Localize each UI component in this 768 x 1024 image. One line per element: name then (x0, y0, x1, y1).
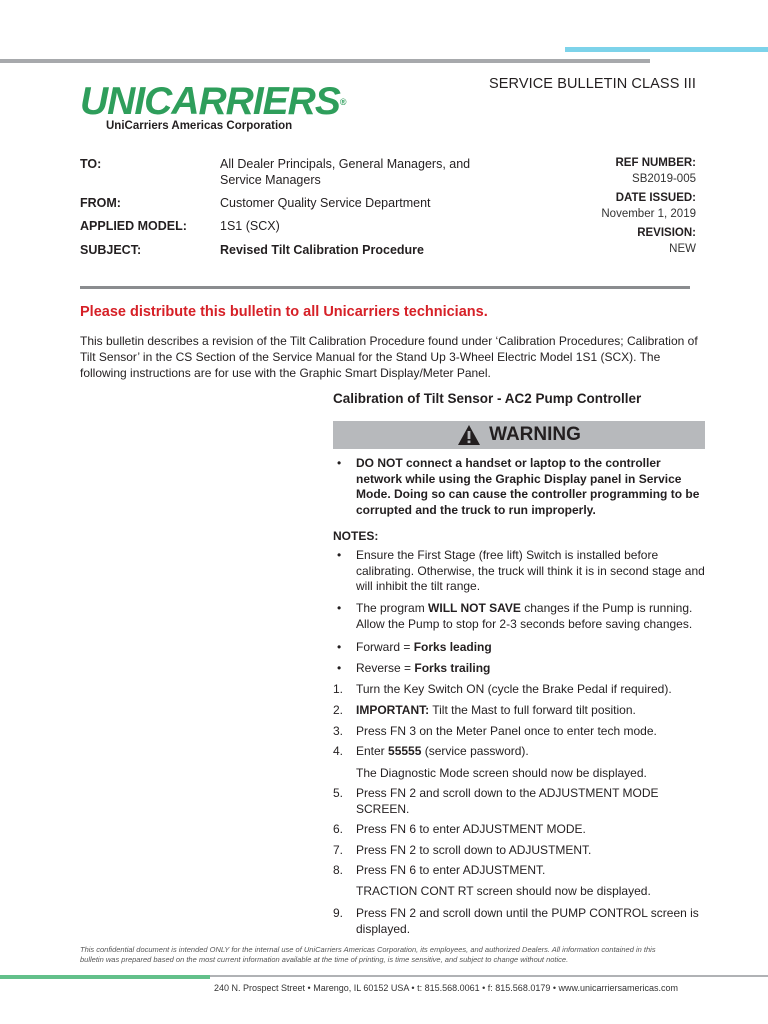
distribution-headline: Please distribute this bulletin to all Unicarriers technicians. (80, 304, 488, 320)
step-number: 9. (333, 906, 344, 920)
step-text: Press FN 3 on the Meter Panel once to enter tech mode. (356, 724, 657, 738)
step-text: Press FN 2 to scroll down to ADJUSTMENT. (356, 843, 592, 857)
warning-banner (333, 421, 705, 449)
date-issued-label: DATE ISSUED: (615, 192, 696, 204)
note-item (333, 661, 705, 677)
step-item (333, 703, 705, 719)
to-value: All Dealer Principals, General Managers, and Service Managers (220, 157, 471, 187)
step-number: 4. (333, 744, 344, 758)
revision-value: NEW (669, 243, 696, 255)
step-text: Press FN 6 to enter ADJUSTMENT MODE. (356, 822, 586, 836)
step-number: 3. (333, 724, 344, 738)
logo-subtitle: UniCarriers Americas Corporation (106, 120, 293, 132)
revision-label: REVISION: (637, 227, 696, 239)
subject-label: SUBJECT: (80, 243, 142, 257)
step-item (333, 744, 705, 760)
ref-number-label: REF NUMBER: (615, 157, 696, 169)
step-number: 5. (333, 786, 344, 800)
to-label: TO: (80, 157, 102, 171)
step-item (333, 786, 705, 818)
step-number: 8. (333, 863, 344, 877)
warning-bullet (333, 456, 705, 518)
note-item (333, 601, 705, 633)
bullet-mark: • (337, 640, 342, 654)
section-divider (80, 286, 690, 289)
from-value: Customer Quality Service Department (220, 196, 431, 210)
note-item (333, 640, 705, 656)
from-label: FROM: (80, 196, 121, 210)
bullet-mark: • (337, 456, 342, 470)
step-number: 7. (333, 843, 344, 857)
confidentiality-disclaimer: This confidential document is intended ONLY for the internal use of UniCarriers Americas Corporation, its employees, and authorized Dealers. All information contained in this bulletin was prepared based on the most current information available at the time of printing, is time sensitive, and subject to change without notice. (80, 945, 656, 964)
step-number: 2. (333, 703, 344, 717)
bullet-mark: • (337, 661, 342, 675)
bullet-mark: • (337, 548, 342, 562)
top-accent-rule-blue (565, 47, 768, 52)
bullet-mark: • (337, 601, 342, 615)
bulletin-class-title: SERVICE BULLETIN CLASS III (488, 76, 696, 92)
footer-rule-gray (210, 975, 768, 977)
step-text: IMPORTANT: Tilt the Mast to full forward tilt position. (356, 703, 636, 717)
step-text: Press FN 2 and scroll down to the ADJUSTMENT MODE SCREEN. (356, 786, 659, 816)
logo-wordmark: UNICARRIERS® (80, 80, 346, 123)
step-text: Press FN 2 and scroll down until the PUMP CONTROL screen is displayed. (356, 906, 699, 936)
step-number: 1. (333, 682, 344, 696)
step-item (333, 682, 705, 698)
applied-model-value: 1S1 (SCX) (220, 219, 280, 233)
procedure-title: Calibration of Tilt Sensor - AC2 Pump Controller (333, 391, 642, 406)
note-text: Ensure the First Stage (free lift) Switch is installed before calibrating. Otherwise, the truck will think it is in second stage and will inhibit the tilt range. (356, 548, 705, 593)
top-accent-rule-gray (0, 59, 650, 63)
unicarriers-logo (80, 80, 346, 136)
step-item (333, 906, 705, 938)
warning-triangle-icon (457, 424, 481, 446)
note-text: Reverse = Forks trailing (356, 661, 491, 675)
step-note: TRACTION CONT RT screen should now be displayed. (356, 884, 651, 898)
notes-label: NOTES: (333, 529, 379, 543)
step-note: The Diagnostic Mode screen should now be displayed. (356, 766, 647, 780)
date-issued-value: November 1, 2019 (601, 208, 696, 220)
subject-value: Revised Tilt Calibration Procedure (220, 243, 424, 257)
step-text: Enter 55555 (service password). (356, 744, 529, 758)
warning-bullet-text: DO NOT connect a handset or laptop to the controller network while using the Graphic Display panel in Service Mode. Doing so can cause the controller programming to be corrupted and the truck to run improperly. (356, 456, 700, 517)
warning-label: WARNING (489, 424, 581, 445)
intro-paragraph: This bulletin describes a revision of the Tilt Calibration Procedure found under ‘Calibration Procedures; Calibration of Tilt Sensor’ in the CS Section of the Service Manual for the Stand Up 3-Wheel Electric Model 1S1 (SCX). The following instructions are for use with the Graphic Smart Display/Meter Panel. (80, 334, 698, 380)
step-text: Turn the Key Switch ON (cycle the Brake Pedal if required). (356, 682, 672, 696)
note-text: The program WILL NOT SAVE changes if the Pump is running. Allow the Pump to stop for 2-3 seconds before saving changes. (356, 601, 693, 631)
step-item (333, 843, 705, 859)
step-number: 6. (333, 822, 344, 836)
footer-rule-green (0, 975, 210, 979)
footer-address: 240 N. Prospect Street • Marengo, IL 60152 USA • t: 815.568.0061 • f: 815.568.0179 • www.unicarriersamericas.com (214, 983, 679, 993)
applied-model-label: APPLIED MODEL: (80, 219, 187, 233)
step-item (333, 822, 705, 838)
step-item (333, 863, 705, 879)
note-text: Forward = Forks leading (356, 640, 492, 654)
step-item (333, 724, 705, 740)
ref-number-value: SB2019-005 (632, 173, 696, 185)
note-item (333, 548, 705, 595)
step-text: Press FN 6 to enter ADJUSTMENT. (356, 863, 546, 877)
